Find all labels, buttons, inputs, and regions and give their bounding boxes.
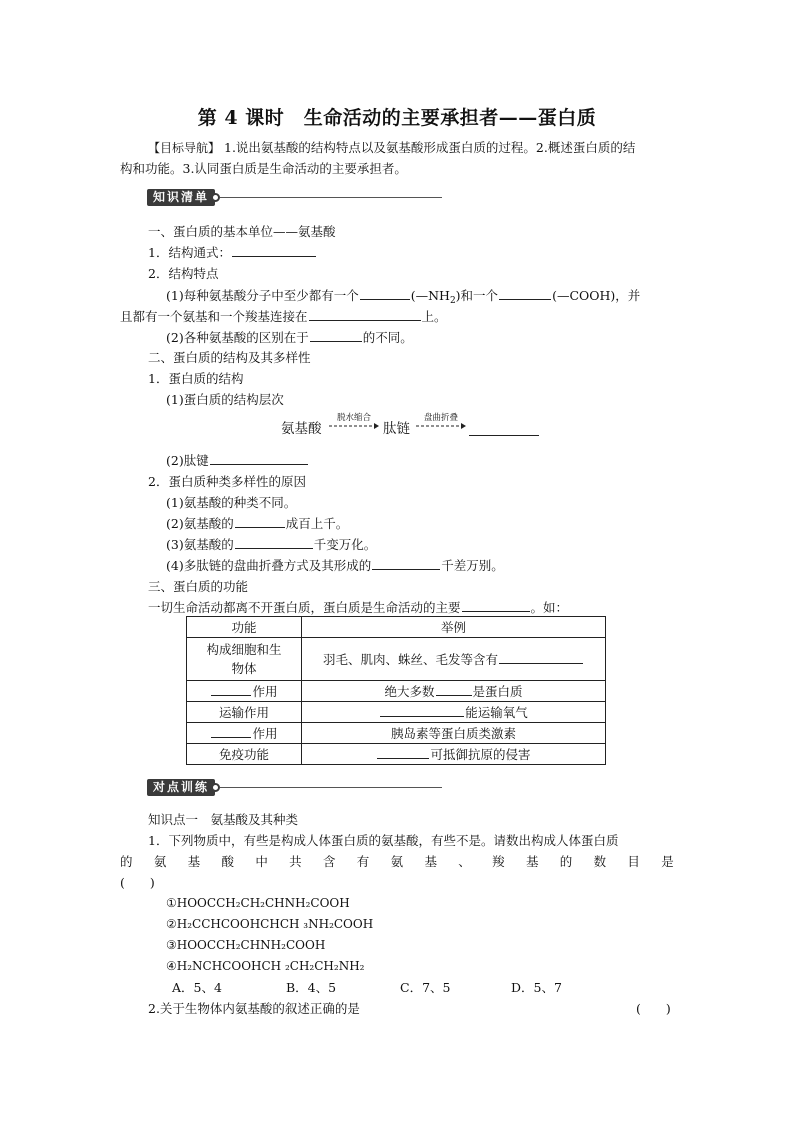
question-2: 2.关于生物体内氨基酸的叙述正确的是 — [148, 1001, 360, 1016]
table-row — [187, 723, 606, 744]
arrow-right-icon — [328, 422, 380, 430]
justified-char: 有 — [356, 854, 370, 869]
table-header-function: 功能 — [187, 617, 302, 638]
text: 千差万别。 — [441, 558, 504, 573]
text: )和一个 — [455, 288, 499, 303]
part1-sentence2 — [120, 306, 447, 327]
justified-char: 含 — [322, 854, 336, 869]
part3-heading: 三、蛋白质的功能 — [148, 579, 249, 594]
text: 是蛋白质 — [472, 684, 523, 699]
justified-char: 、 — [458, 854, 471, 869]
table-header-row — [187, 617, 606, 638]
text: 羽毛、肌肉、蛛丝、毛发等含有 — [322, 652, 498, 667]
justified-char: 数 — [593, 854, 607, 869]
justified-char: 的 — [120, 854, 133, 869]
justified-char: 氨 — [390, 854, 404, 869]
question-1-line-2 — [120, 851, 674, 872]
table-header-example: 举例 — [302, 617, 606, 638]
answer-blank[interactable] — [462, 598, 530, 612]
justified-char: 基 — [187, 854, 201, 869]
table-row — [187, 702, 606, 723]
text: 且都有一个氨基和一个羧基连接在 — [120, 309, 308, 324]
section-rule — [220, 197, 442, 198]
part2-heading: 二、蛋白质的结构及其多样性 — [148, 350, 311, 365]
item-text: 1．结构通式： — [148, 245, 231, 260]
table-cell-example — [302, 744, 606, 765]
text: 物体 — [231, 661, 257, 676]
bullet-dot-icon — [211, 193, 220, 202]
answer-blank[interactable] — [210, 451, 308, 465]
answer-blank[interactable] — [436, 682, 472, 696]
table-cell-example: 胰岛素等蛋白质类激素 — [302, 723, 606, 744]
justified-char: 基 — [424, 854, 437, 869]
table-row — [187, 681, 606, 702]
arrow-right-icon — [415, 422, 467, 430]
arrow-label-2: 盘曲折叠 — [423, 413, 458, 423]
text: (4)多肽链的盘曲折叠方式及其形成的 — [166, 558, 372, 573]
objectives-label: 【目标导航】 — [148, 141, 221, 155]
reason-2 — [166, 513, 348, 534]
section-rule — [220, 787, 442, 788]
arrow-label-1: 脱水缩合 — [336, 413, 371, 423]
objectives-text-1: 1.说出氨基酸的结构特点以及氨基酸形成蛋白质的过程。2.概述蛋白质的结 — [224, 140, 636, 155]
table-cell-example — [302, 681, 606, 702]
subscript: 2 — [449, 296, 456, 306]
reason-4 — [166, 555, 504, 576]
flow-arrow-1 — [328, 411, 380, 431]
choice-c[interactable]: C．7、5 — [400, 980, 451, 995]
section-tag-training — [147, 779, 442, 795]
objectives-line-1 — [148, 137, 635, 159]
answer-blank[interactable] — [377, 745, 429, 759]
answer-blank[interactable] — [499, 650, 583, 664]
part2-item2: 2．蛋白质种类多样性的原因 — [148, 474, 306, 489]
answer-blank[interactable] — [360, 286, 410, 300]
section-tag-label: 知识清单 — [147, 189, 215, 206]
text: 的不同。 — [362, 330, 413, 345]
answer-blank[interactable] — [499, 286, 551, 300]
text: (3)氨基酸的 — [166, 537, 234, 552]
question-2-paren: ( ) — [636, 1001, 671, 1016]
part3-intro — [148, 597, 568, 618]
table-cell-function — [187, 681, 302, 702]
bullet-dot-icon — [211, 783, 220, 792]
justified-char: 共 — [289, 854, 302, 869]
choice-b[interactable]: B．4、5 — [286, 980, 337, 995]
text: 。如： — [530, 600, 569, 615]
text: 作用 — [252, 726, 278, 741]
text: 可抵御抗原的侵害 — [430, 747, 531, 762]
option-formula-2: ②H₂CCHCOOHCHCH ₃NH₂COOH — [166, 917, 374, 931]
table-cell-example — [302, 638, 606, 681]
table-cell-function — [187, 638, 302, 681]
justified-char: 酸 — [221, 854, 234, 869]
answer-blank[interactable] — [211, 682, 251, 696]
text: 作用 — [252, 684, 278, 699]
justified-char: 是 — [661, 854, 674, 869]
text: 成百上千。 — [285, 516, 349, 531]
text: 能运输氧气 — [465, 705, 528, 720]
justified-char: 的 — [559, 854, 573, 869]
reason-3 — [166, 534, 376, 555]
answer-blank[interactable] — [380, 703, 464, 717]
justified-char: 目 — [627, 854, 640, 869]
page-title: 第 4 课时 生命活动的主要承担者——蛋白质 — [197, 107, 597, 129]
table-row — [187, 744, 606, 765]
justified-char: 中 — [255, 854, 268, 869]
choice-d[interactable]: D．5、7 — [511, 980, 562, 995]
text: 一切生命活动都离不开蛋白质，蛋白质是生命活动的主要 — [148, 600, 461, 615]
answer-blank[interactable] — [235, 535, 313, 549]
part2-item1: 1．蛋白质的结构 — [148, 371, 244, 386]
section-tag-label: 对点训练 — [147, 779, 215, 796]
text: 千变万化。 — [313, 537, 377, 552]
text: 构成细胞和生 — [206, 642, 282, 657]
answer-blank[interactable] — [372, 556, 440, 570]
answer-blank[interactable] — [235, 514, 285, 528]
table-row — [187, 638, 606, 681]
text: (2)肽键 — [166, 453, 209, 468]
text: (2)氨基酸的 — [166, 516, 234, 531]
part2-sub1: (1)蛋白质的结构层次 — [166, 392, 284, 407]
table-cell-function — [187, 723, 302, 744]
part1-sentence3 — [166, 327, 413, 348]
flow-peptide-chain: 肽链 — [383, 421, 410, 437]
answer-blank[interactable] — [232, 243, 316, 257]
justified-char: 羧 — [492, 854, 505, 869]
part1-item1 — [148, 242, 317, 263]
table-cell-example — [302, 702, 606, 723]
part2-sub2 — [166, 450, 309, 471]
question-1-paren: ( ) — [120, 875, 155, 890]
option-formula-3: ③HOOCCH₂CHNH₂COOH — [166, 938, 326, 952]
option-formula-1: ①HOOCCH₂CH₂CHNH₂COOH — [166, 896, 350, 910]
part1-heading: 一、蛋白质的基本单位——氨基酸 — [148, 224, 336, 239]
flow-arrow-2 — [415, 411, 467, 431]
text: 上。 — [421, 309, 447, 324]
function-table — [186, 616, 606, 765]
text: (2)各种氨基酸的区别在于 — [166, 330, 309, 345]
choice-a[interactable]: A．5、4 — [172, 980, 222, 995]
table-cell-function: 免疫功能 — [187, 744, 302, 765]
question-1-line-1: 1．下列物质中，有些是构成人体蛋白质的氨基酸，有些不是。请数出构成人体蛋白质 — [148, 833, 619, 848]
justified-char: 基 — [525, 854, 539, 869]
answer-blank[interactable] — [469, 435, 539, 436]
objectives-line-2: 构和功能。3.认同蛋白质是生命活动的主要承担者。 — [120, 161, 407, 176]
answer-blank[interactable] — [211, 724, 251, 738]
answer-blank[interactable] — [309, 307, 421, 321]
option-formula-4: ④H₂NCHCOOHCH ₂CH₂CH₂NH₂ — [166, 959, 365, 973]
reason-1: (1)氨基酸的种类不同。 — [166, 495, 297, 510]
answer-blank[interactable] — [310, 328, 362, 342]
table-cell-function: 运输作用 — [187, 702, 302, 723]
text: (1)每种氨基酸分子中至少都有一个 — [166, 288, 359, 303]
knowledge-point-1: 知识点一 氨基酸及其种类 — [148, 812, 299, 827]
text: 绝大多数 — [384, 684, 435, 699]
text: (—COOH)，并 — [552, 288, 641, 303]
section-tag-knowledge — [147, 189, 442, 205]
flow-amino-acid: 氨基酸 — [281, 421, 322, 437]
part1-item2: 2．结构特点 — [148, 266, 219, 281]
justified-char: 氨 — [153, 854, 167, 869]
text: (—NH — [410, 288, 450, 303]
